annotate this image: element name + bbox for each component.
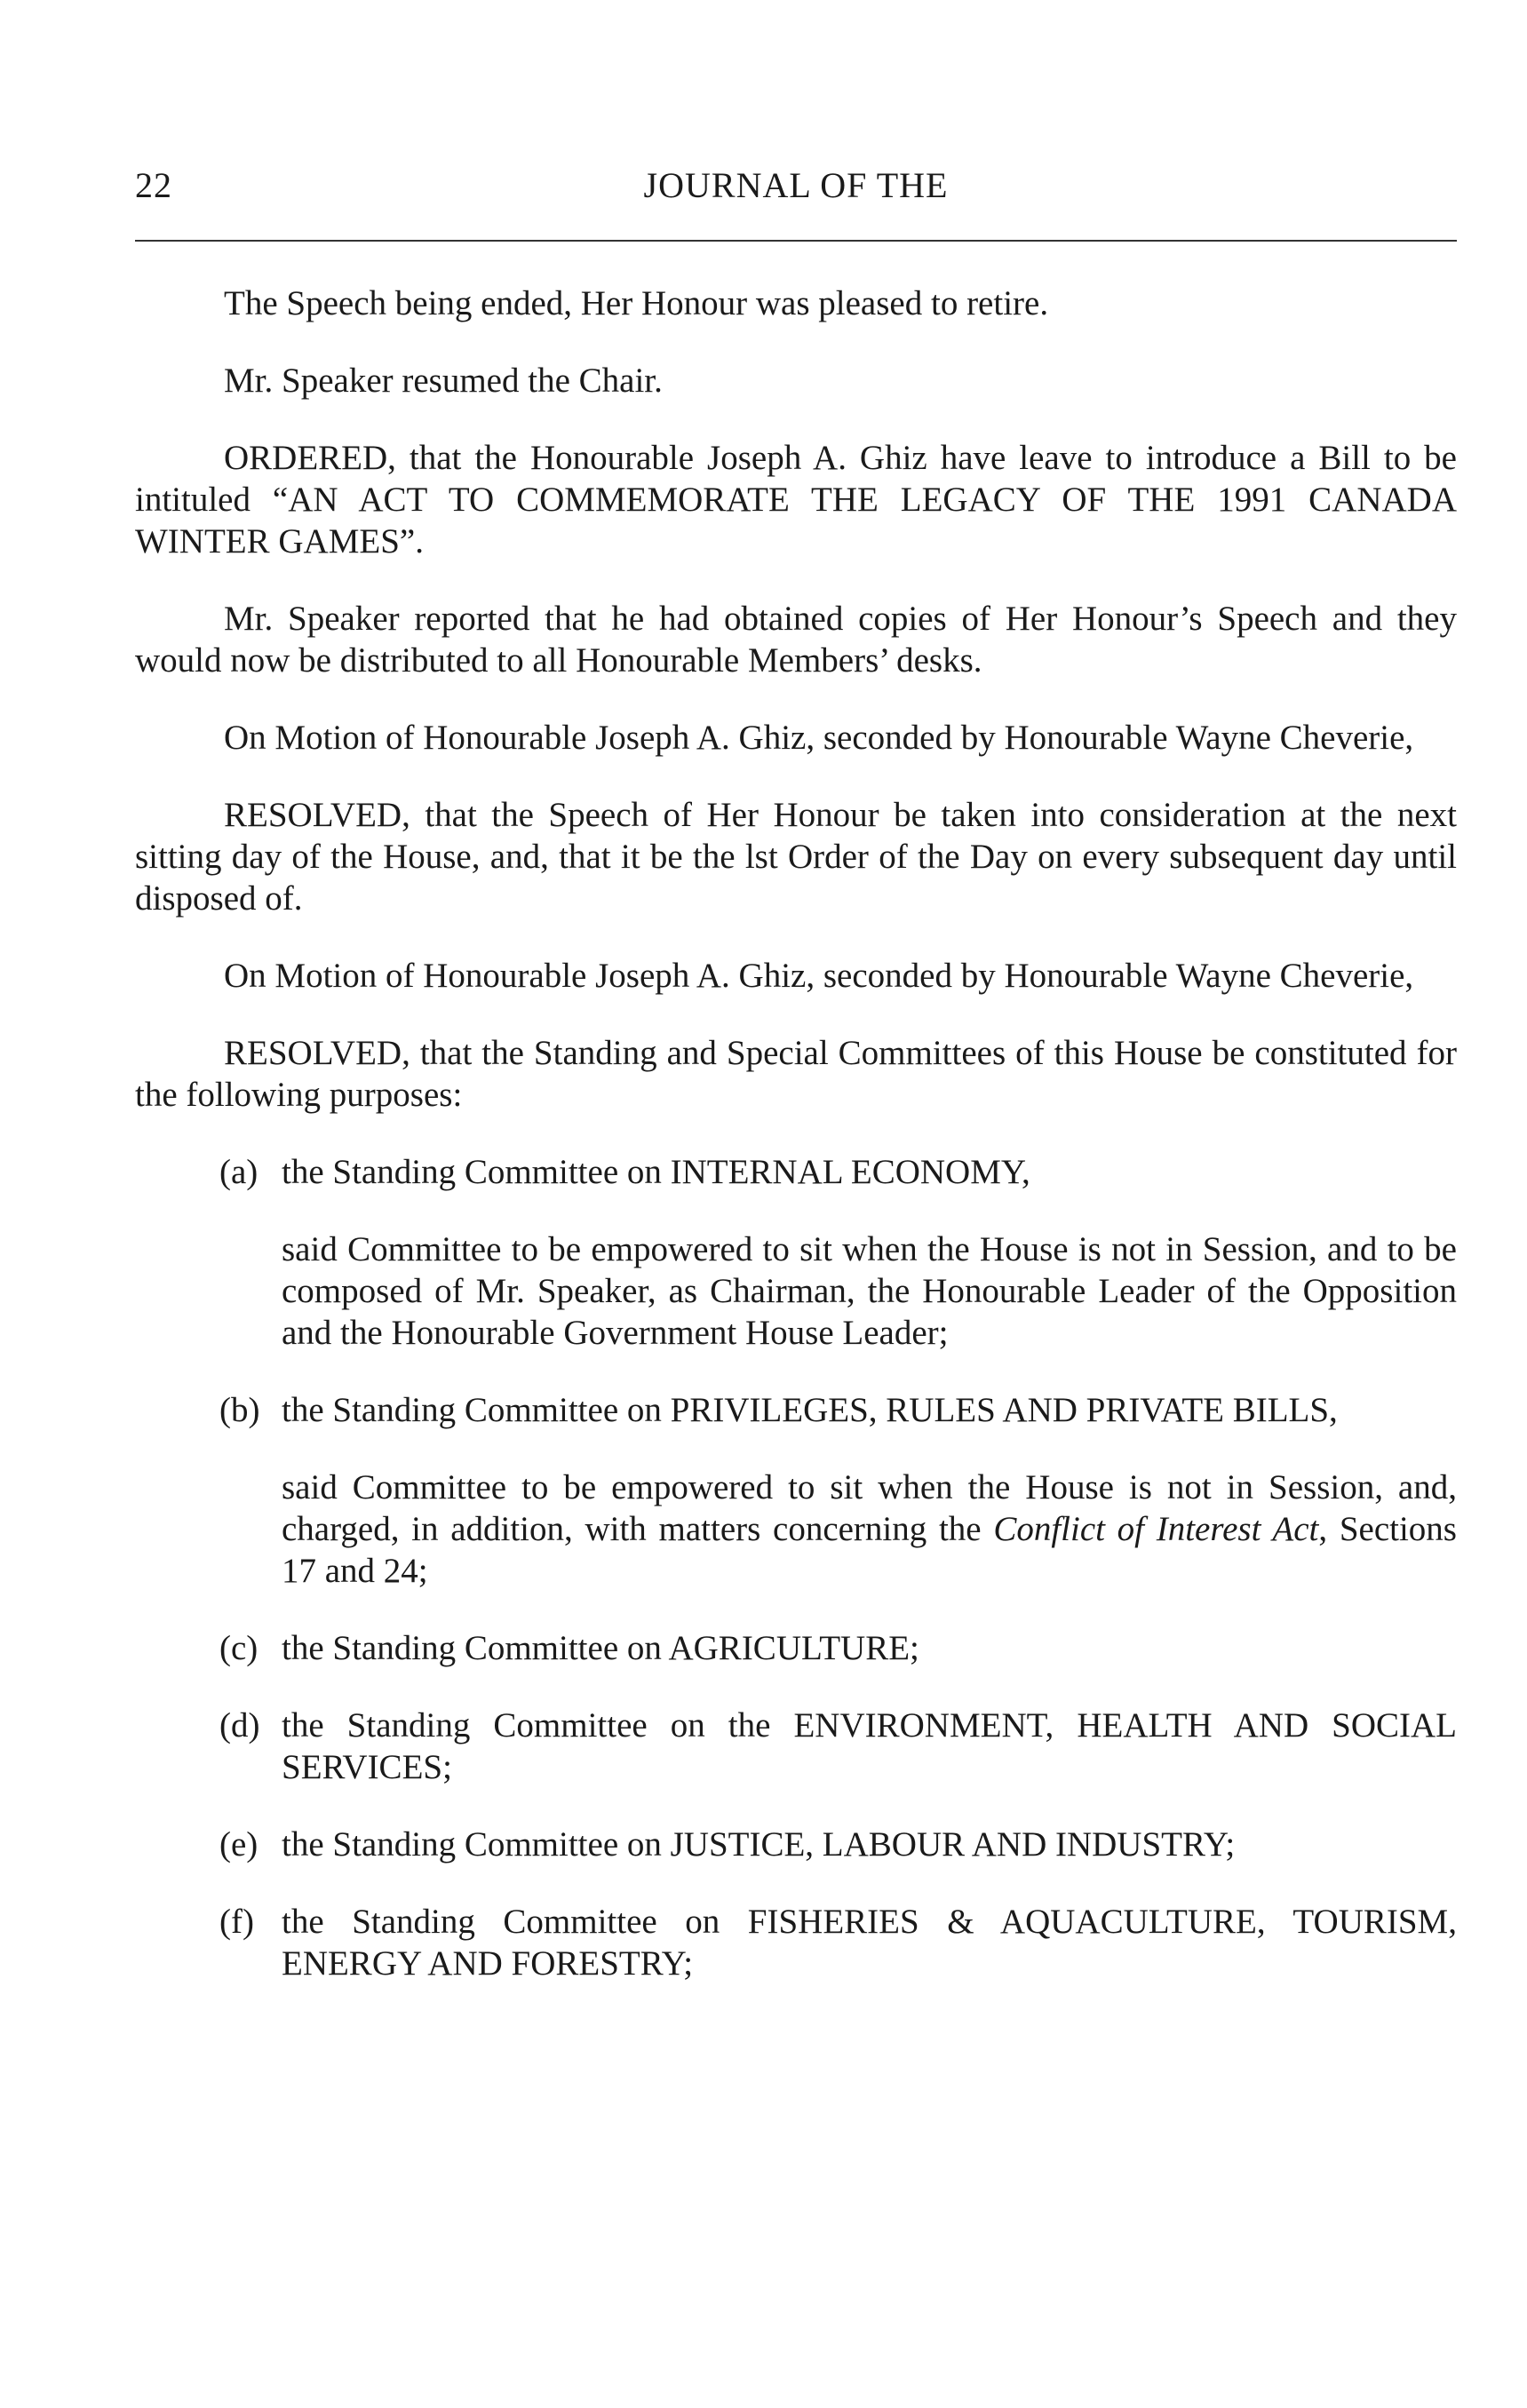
committee-text-c: the Standing Committee on AGRICULTURE;	[282, 1629, 919, 1667]
committee-item-c	[135, 1627, 1457, 1669]
committee-note-b	[135, 1466, 1457, 1592]
paragraph-motion-2: On Motion of Honourable Joseph A. Ghiz, seconded by Honourable Wayne Cheverie,	[224, 957, 1414, 995]
committee-item-a	[135, 1151, 1457, 1193]
committee-item-f	[135, 1901, 1457, 1984]
committee-label-e: (e)	[219, 1825, 258, 1864]
running-head: JOURNAL OF THE	[643, 165, 949, 205]
paragraph-ordered-bill: ORDERED, that the Honourable Joseph A. Ghiz have leave to introduce a Bill to be intituled “AN ACT TO COMMEMORATE THE LEGACY OF THE 1991 CANADA WINTER GAMES”.	[135, 439, 1457, 560]
paragraph-speaker-resumed: Mr. Speaker resumed the Chair.	[224, 362, 663, 400]
committee-note-b-start: said Committee to be empowered to sit when the House is not in Session, and, charged, in addition, with matters concerning the	[282, 1468, 1457, 1548]
committee-text-b: the Standing Committee on PRIVILEGES, RULES AND PRIVATE BILLS,	[282, 1391, 1338, 1429]
committee-label-b: (b)	[219, 1391, 260, 1429]
committee-item-b	[135, 1389, 1457, 1431]
committee-text-d: the Standing Committee on the ENVIRONMENT, HEALTH AND SOCIAL SERVICES;	[282, 1706, 1457, 1786]
committee-text-f: the Standing Committee on FISHERIES & AQUACULTURE, TOURISM, ENERGY AND FORESTRY;	[282, 1903, 1457, 1983]
paragraph-speech-copies: Mr. Speaker reported that he had obtained copies of Her Honour’s Speech and they would now be distributed to all Honourable Members’ desks.	[135, 600, 1457, 679]
header-rule	[135, 240, 1457, 242]
paragraph-resolved-speech: RESOLVED, that the Speech of Her Honour be taken into consideration at the next sitting day of the House, and, that it be the lst Order of the Day on every subsequent day until disposed of.	[135, 796, 1457, 918]
committee-note-b-end: , Sections 17 and 24;	[282, 1510, 1457, 1590]
journal-body	[135, 282, 1457, 2020]
committee-note-a: said Committee to be empowered to sit when the House is not in Session, and to be composed of Mr. Speaker, as Chairman, the Honourable Leader of the Opposition and the Honourable Government House Leader;	[282, 1230, 1457, 1352]
committee-label-d: (d)	[219, 1706, 260, 1744]
paragraph-speech-ended: The Speech being ended, Her Honour was pleased to retire.	[224, 284, 1049, 322]
paragraph-resolved-committees: RESOLVED, that the Standing and Special Committees of this House be constituted for the following purposes:	[135, 1034, 1457, 1114]
committee-label-a: (a)	[219, 1153, 258, 1191]
page-header	[135, 164, 1457, 214]
conflict-of-interest-act-title: Conflict of Interest Act	[993, 1510, 1319, 1548]
committee-item-d	[135, 1705, 1457, 1788]
committee-text-e: the Standing Committee on JUSTICE, LABOUR AND INDUSTRY;	[282, 1825, 1236, 1864]
paragraph-motion-1: On Motion of Honourable Joseph A. Ghiz, seconded by Honourable Wayne Cheverie,	[224, 719, 1414, 757]
page-number: 22	[135, 165, 172, 205]
committee-text-a: the Standing Committee on INTERNAL ECONOMY,	[282, 1153, 1030, 1191]
committee-item-e	[135, 1824, 1457, 1865]
committee-label-f: (f)	[219, 1903, 254, 1941]
committee-label-c: (c)	[219, 1629, 258, 1667]
